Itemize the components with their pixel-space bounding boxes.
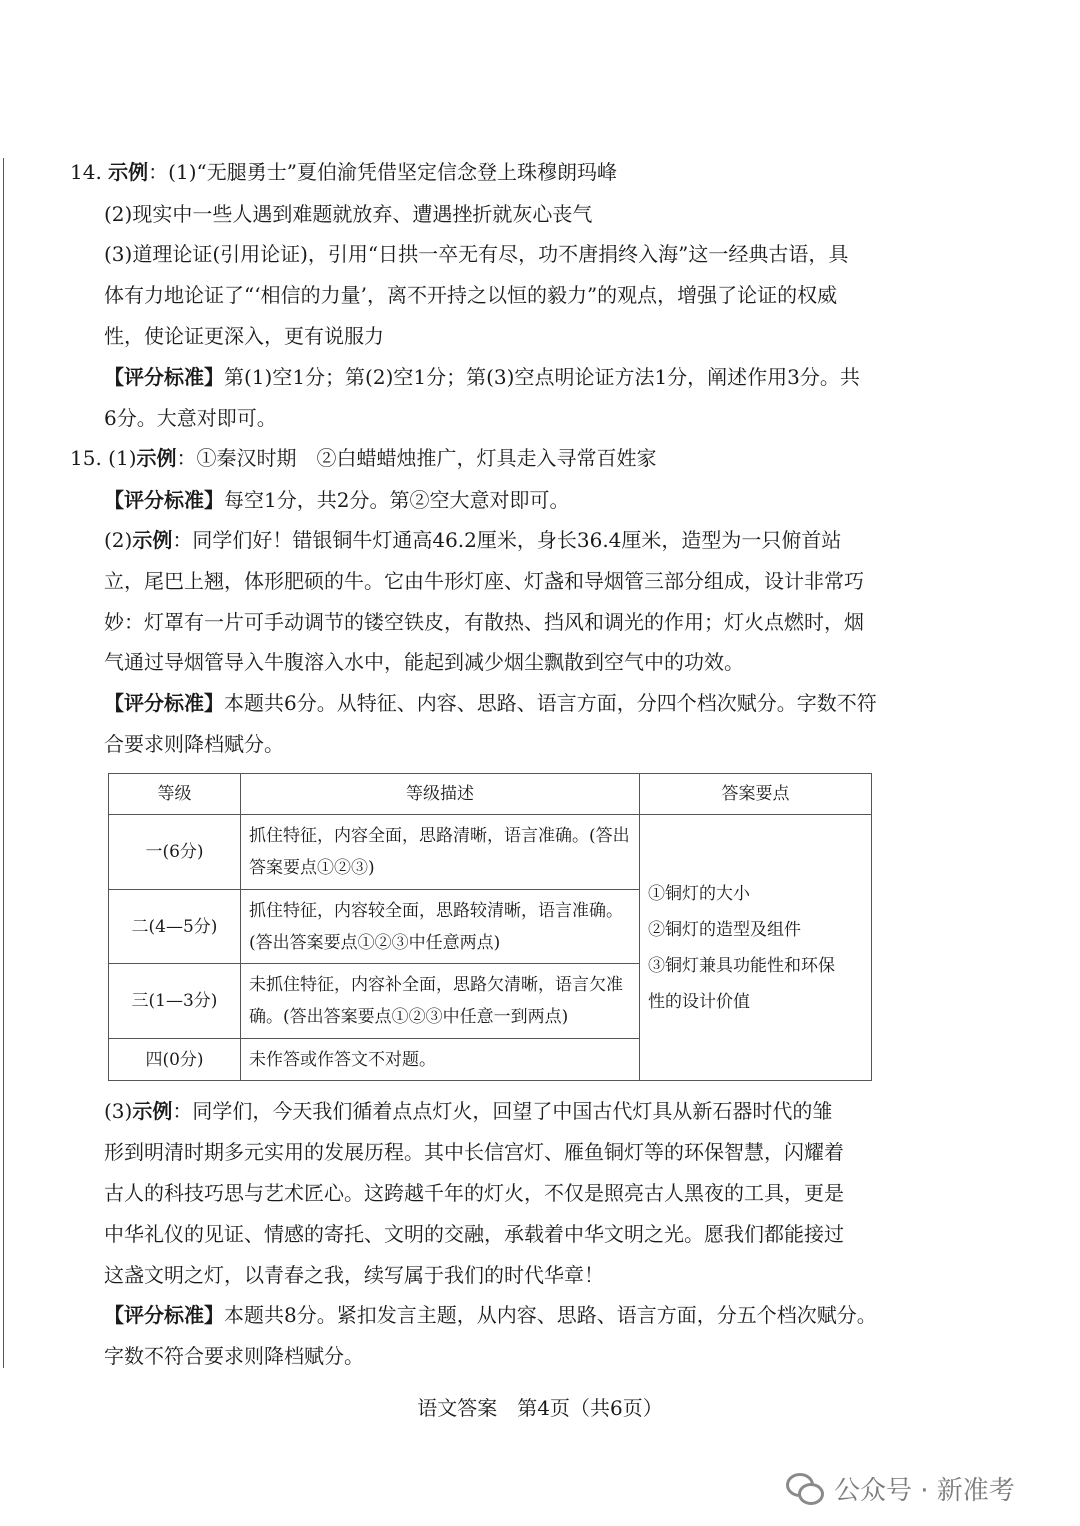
q14-score-line-2: 6分。大意对即可。 (104, 406, 277, 430)
q15-part1-score-text: 每空1分，共2分。第②空大意对即可。 (224, 488, 570, 512)
grade-cell: 二(4—5分) (109, 889, 241, 964)
q15-part3-score-text-1: 本题共8分。紧扣发言主题，从内容、思路、语言方面，分五个档次赋分。 (224, 1303, 877, 1327)
page-footer: 语文答案 第4页（共6页） (417, 1396, 663, 1420)
q15-part3-line-4: 中华礼仪的见证、情感的寄托、文明的交融，承载着中华文明之光。愿我们都能接过 (104, 1222, 844, 1246)
description-cell: 未作答或作答文不对题。 (241, 1039, 640, 1081)
q15-part3-example-label: 示例 (132, 1099, 173, 1123)
q14-line-2: (2)现实中一些人遇到难题就放弃、遭遇挫折就灰心丧气 (104, 202, 593, 226)
table-header-row (109, 774, 872, 815)
table-row (109, 815, 872, 890)
grade-cell: 四(0分) (109, 1039, 241, 1081)
answer-point-3: ③铜灯兼具功能性和环保 (648, 955, 835, 976)
q15-part3-score-label: 【评分标准】 (104, 1303, 224, 1327)
answer-point-1: ①铜灯的大小 (648, 883, 750, 904)
description-cell (241, 889, 640, 964)
q15-part2-line-2: 立，尾巴上翘，体形肥硕的牛。它由牛形灯座、灯盏和导烟管三部分组成，设计非常巧 (104, 569, 864, 593)
q15-line-1 (70, 444, 657, 472)
description-line-2: 答案要点①②③) (249, 857, 375, 878)
description-line-1: 抓住特征，内容较全面，思路较清晰，语言准确。 (249, 900, 623, 921)
q15-part2-prefix: (2) (104, 528, 133, 552)
description-cell (241, 815, 640, 890)
q15-part2-example-label: 示例 (132, 528, 173, 552)
q15-part1-prefix: (1) (108, 446, 137, 470)
description-cell (241, 964, 640, 1039)
table-header-grade: 等级 (109, 774, 241, 815)
q15-part1-score (104, 486, 569, 514)
q15-part2-score-line-2: 合要求则降档赋分。 (104, 732, 284, 756)
watermark-text: 公众号 · 新准考 (834, 1476, 1015, 1506)
q14-line-3: (3)道理论证(引用论证)，引用“日拱一卒无有尽，功不唐捐终入海”这一经典古语，具 (104, 242, 849, 266)
description-line-2: (答出答案要点①②③中任意两点) (249, 932, 501, 953)
q14-number: 14. (70, 160, 102, 184)
q14-line-4: 体有力地论证了“‘相信的力量’，离不开持之以恒的毅力”的观点，增强了论证的权威 (104, 283, 838, 307)
q15-part1-example-label: 示例 (136, 446, 177, 470)
description-line-2: 确。(答出答案要点①②③中任意一到两点) (249, 1007, 569, 1028)
q15-part3-text-1: ：同学们，今天我们循着点点灯火，回望了中国古代灯具从新石器时代的雏 (172, 1099, 833, 1123)
q15-part1-score-label: 【评分标准】 (104, 488, 224, 512)
q15-part3-line-5: 这盏文明之灯，以青春之我，续写属于我们的时代华章！ (104, 1263, 604, 1287)
answer-point-3-cont: 性的设计价值 (648, 991, 750, 1012)
table-header-points: 答案要点 (640, 774, 872, 815)
answer-point-2: ②铜灯的造型及组件 (648, 919, 801, 940)
left-margin-rule (3, 158, 4, 1368)
q15-part3-line-1 (104, 1097, 832, 1125)
grade-cell: 一(6分) (109, 815, 241, 890)
description-line-1: 抓住特征，内容全面，思路清晰，语言准确。(答出 (249, 825, 630, 846)
q15-part3-line-3: 古人的科技巧思与艺术匠心。这跨越千年的灯火，不仅是照亮古人黑夜的工具，更是 (104, 1181, 844, 1205)
q15-part2-line-3: 妙：灯罩有一片可手动调节的镂空铁皮，有散热、挡风和调光的作用；灯火点燃时，烟 (104, 610, 864, 634)
q15-part2-score-text-1: 本题共6分。从特征、内容、思路、语言方面，分四个档次赋分。字数不符 (224, 691, 877, 715)
q14-example-label: 示例 (108, 160, 149, 184)
q15-part2-line-1 (104, 526, 841, 554)
q15-part3-score-line-2: 字数不符合要求则降档赋分。 (104, 1344, 364, 1368)
q14-line-1 (70, 158, 617, 186)
q14-score-text-1: 第(1)空1分；第(2)空1分；第(3)空点明论证方法1分，阐述作用3分。共 (224, 365, 860, 389)
q15-part2-score-line-1 (104, 689, 877, 717)
table-header-description: 等级描述 (241, 774, 640, 815)
q15-part2-score-label: 【评分标准】 (104, 691, 224, 715)
q14-line-5: 性，使论证更深入，更有说服力 (104, 324, 384, 348)
q15-part2-text-1: ：同学们好！错银铜牛灯通高46.2厘米，身长36.4厘米，造型为一只俯首站 (172, 528, 842, 552)
q15-part3-line-2: 形到明清时期多元实用的发展历程。其中长信宫灯、雁鱼铜灯等的环保智慧，闪耀着 (104, 1140, 844, 1164)
watermark (786, 1470, 1015, 1507)
q15-part3-score-line-1 (104, 1301, 877, 1329)
q15-number: 15. (70, 446, 102, 470)
q15-part3-prefix: (3) (104, 1099, 133, 1123)
grade-cell: 三(1—3分) (109, 964, 241, 1039)
description-line-1: 未抓住特征，内容补全面，思路欠清晰，语言欠准 (249, 975, 623, 996)
answer-points-cell (640, 815, 872, 1081)
q14-score-label: 【评分标准】 (104, 365, 224, 389)
q14-text-1: ：(1)“无腿勇士”夏伯渝凭借坚定信念登上珠穆朗玛峰 (148, 160, 617, 184)
q15-part1-text: ：①秦汉时期 ②白蜡蜡烛推广，灯具走入寻常百姓家 (176, 446, 657, 470)
q15-part2-line-4: 气通过导烟管导入牛腹溶入水中，能起到减少烟尘飘散到空气中的功效。 (104, 650, 744, 674)
grading-table (108, 773, 872, 1081)
q14-score-line-1 (104, 363, 860, 391)
wechat-icon (786, 1473, 824, 1505)
